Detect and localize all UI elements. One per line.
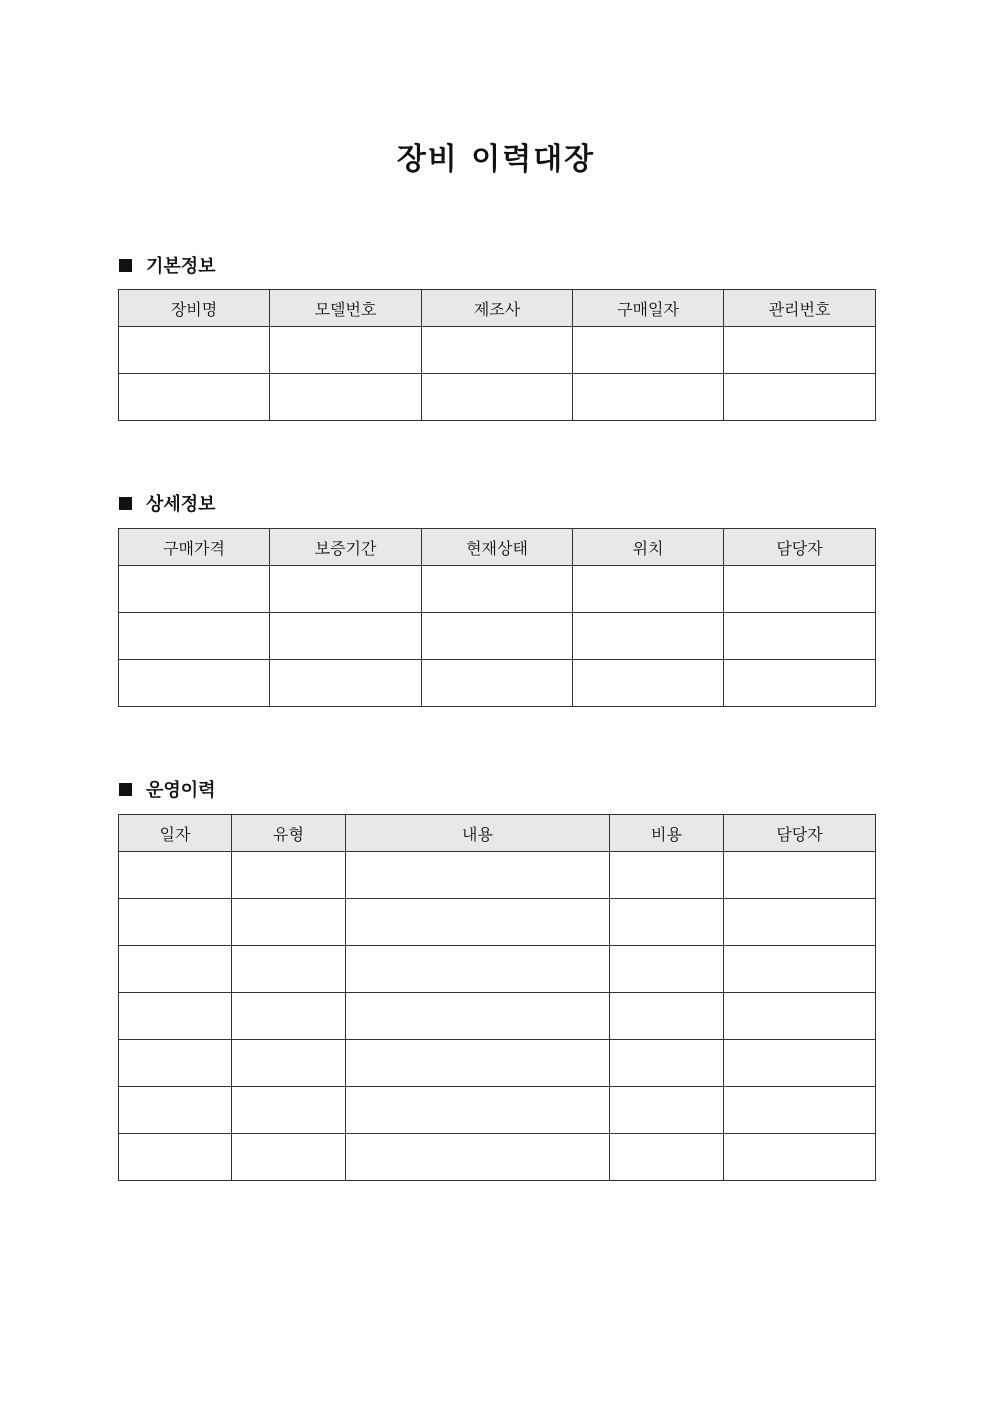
table-cell[interactable]	[724, 899, 876, 946]
table-cell[interactable]	[724, 1134, 876, 1181]
table-cell[interactable]	[119, 374, 270, 421]
table-cell[interactable]	[346, 1040, 610, 1087]
detail-info-table	[118, 528, 876, 707]
table-cell[interactable]	[724, 946, 876, 993]
filled-square-icon	[119, 497, 132, 510]
table-header-row	[119, 815, 876, 852]
table-cell[interactable]	[724, 993, 876, 1040]
table-cell[interactable]	[422, 613, 573, 660]
column-header: 담당자	[724, 815, 876, 852]
table-header-row	[119, 529, 876, 566]
table-cell[interactable]	[270, 566, 422, 613]
table-cell[interactable]	[573, 613, 724, 660]
table-cell[interactable]	[119, 899, 232, 946]
table-cell[interactable]	[232, 993, 346, 1040]
table-cell[interactable]	[119, 1040, 232, 1087]
column-header: 구매일자	[573, 290, 724, 327]
table-cell[interactable]	[119, 852, 232, 899]
table-cell[interactable]	[270, 613, 422, 660]
column-header: 구매가격	[119, 529, 270, 566]
table-cell[interactable]	[232, 1134, 346, 1181]
table-cell[interactable]	[119, 993, 232, 1040]
table-cell[interactable]	[610, 852, 724, 899]
table-cell[interactable]	[346, 1134, 610, 1181]
table-cell[interactable]	[724, 1087, 876, 1134]
column-header: 장비명	[119, 290, 270, 327]
table-cell[interactable]	[724, 660, 876, 707]
table-row	[119, 1087, 876, 1134]
table-cell[interactable]	[422, 374, 573, 421]
table-row	[119, 946, 876, 993]
table-cell[interactable]	[346, 852, 610, 899]
table-row	[119, 374, 876, 421]
page-title: 장비 이력대장	[396, 142, 596, 177]
table-cell[interactable]	[422, 327, 573, 374]
table-row	[119, 1040, 876, 1087]
table-cell[interactable]	[270, 327, 422, 374]
section-heading-basic	[119, 254, 216, 276]
column-header: 관리번호	[724, 290, 876, 327]
table-row	[119, 566, 876, 613]
basic-info-table	[118, 289, 876, 421]
table-cell[interactable]	[270, 374, 422, 421]
table-row	[119, 660, 876, 707]
table-cell[interactable]	[346, 899, 610, 946]
column-header: 현재상태	[422, 529, 573, 566]
column-header: 내용	[346, 815, 610, 852]
section-heading-history	[119, 778, 216, 800]
table-row	[119, 327, 876, 374]
table-cell[interactable]	[232, 899, 346, 946]
table-cell[interactable]	[724, 1040, 876, 1087]
column-header: 위치	[573, 529, 724, 566]
table-cell[interactable]	[573, 566, 724, 613]
table-cell[interactable]	[346, 1087, 610, 1134]
column-header: 유형	[232, 815, 346, 852]
table-cell[interactable]	[724, 613, 876, 660]
table-cell[interactable]	[119, 1134, 232, 1181]
table-cell[interactable]	[610, 993, 724, 1040]
table-cell[interactable]	[422, 566, 573, 613]
column-header: 제조사	[422, 290, 573, 327]
table-cell[interactable]	[119, 946, 232, 993]
table-row	[119, 852, 876, 899]
table-header-row	[119, 290, 876, 327]
table-cell[interactable]	[610, 946, 724, 993]
table-row	[119, 993, 876, 1040]
table-cell[interactable]	[610, 1087, 724, 1134]
column-header: 비용	[610, 815, 724, 852]
table-row	[119, 1134, 876, 1181]
section-title-basic: 기본정보	[146, 256, 216, 277]
table-cell[interactable]	[232, 946, 346, 993]
table-cell[interactable]	[119, 566, 270, 613]
table-row	[119, 899, 876, 946]
table-cell[interactable]	[610, 1040, 724, 1087]
operation-history-table	[118, 814, 876, 1181]
table-cell[interactable]	[724, 566, 876, 613]
table-cell[interactable]	[610, 1134, 724, 1181]
table-cell[interactable]	[119, 660, 270, 707]
column-header: 담당자	[724, 529, 876, 566]
table-row	[119, 613, 876, 660]
table-cell[interactable]	[119, 613, 270, 660]
table-cell[interactable]	[573, 660, 724, 707]
section-title-detail: 상세정보	[146, 494, 216, 515]
column-header: 일자	[119, 815, 232, 852]
table-cell[interactable]	[573, 374, 724, 421]
section-heading-detail	[119, 492, 216, 514]
table-cell[interactable]	[346, 946, 610, 993]
table-cell[interactable]	[232, 1040, 346, 1087]
table-cell[interactable]	[724, 374, 876, 421]
table-cell[interactable]	[346, 993, 610, 1040]
table-cell[interactable]	[270, 660, 422, 707]
table-cell[interactable]	[724, 327, 876, 374]
filled-square-icon	[119, 259, 132, 272]
section-title-history: 운영이력	[146, 780, 216, 801]
table-cell[interactable]	[573, 327, 724, 374]
column-header: 모델번호	[270, 290, 422, 327]
filled-square-icon	[119, 783, 132, 796]
table-cell[interactable]	[422, 660, 573, 707]
table-cell[interactable]	[232, 852, 346, 899]
table-cell[interactable]	[232, 1087, 346, 1134]
table-cell[interactable]	[119, 327, 270, 374]
table-cell[interactable]	[610, 899, 724, 946]
table-cell[interactable]	[119, 1087, 232, 1134]
column-header: 보증기간	[270, 529, 422, 566]
table-cell[interactable]	[724, 852, 876, 899]
